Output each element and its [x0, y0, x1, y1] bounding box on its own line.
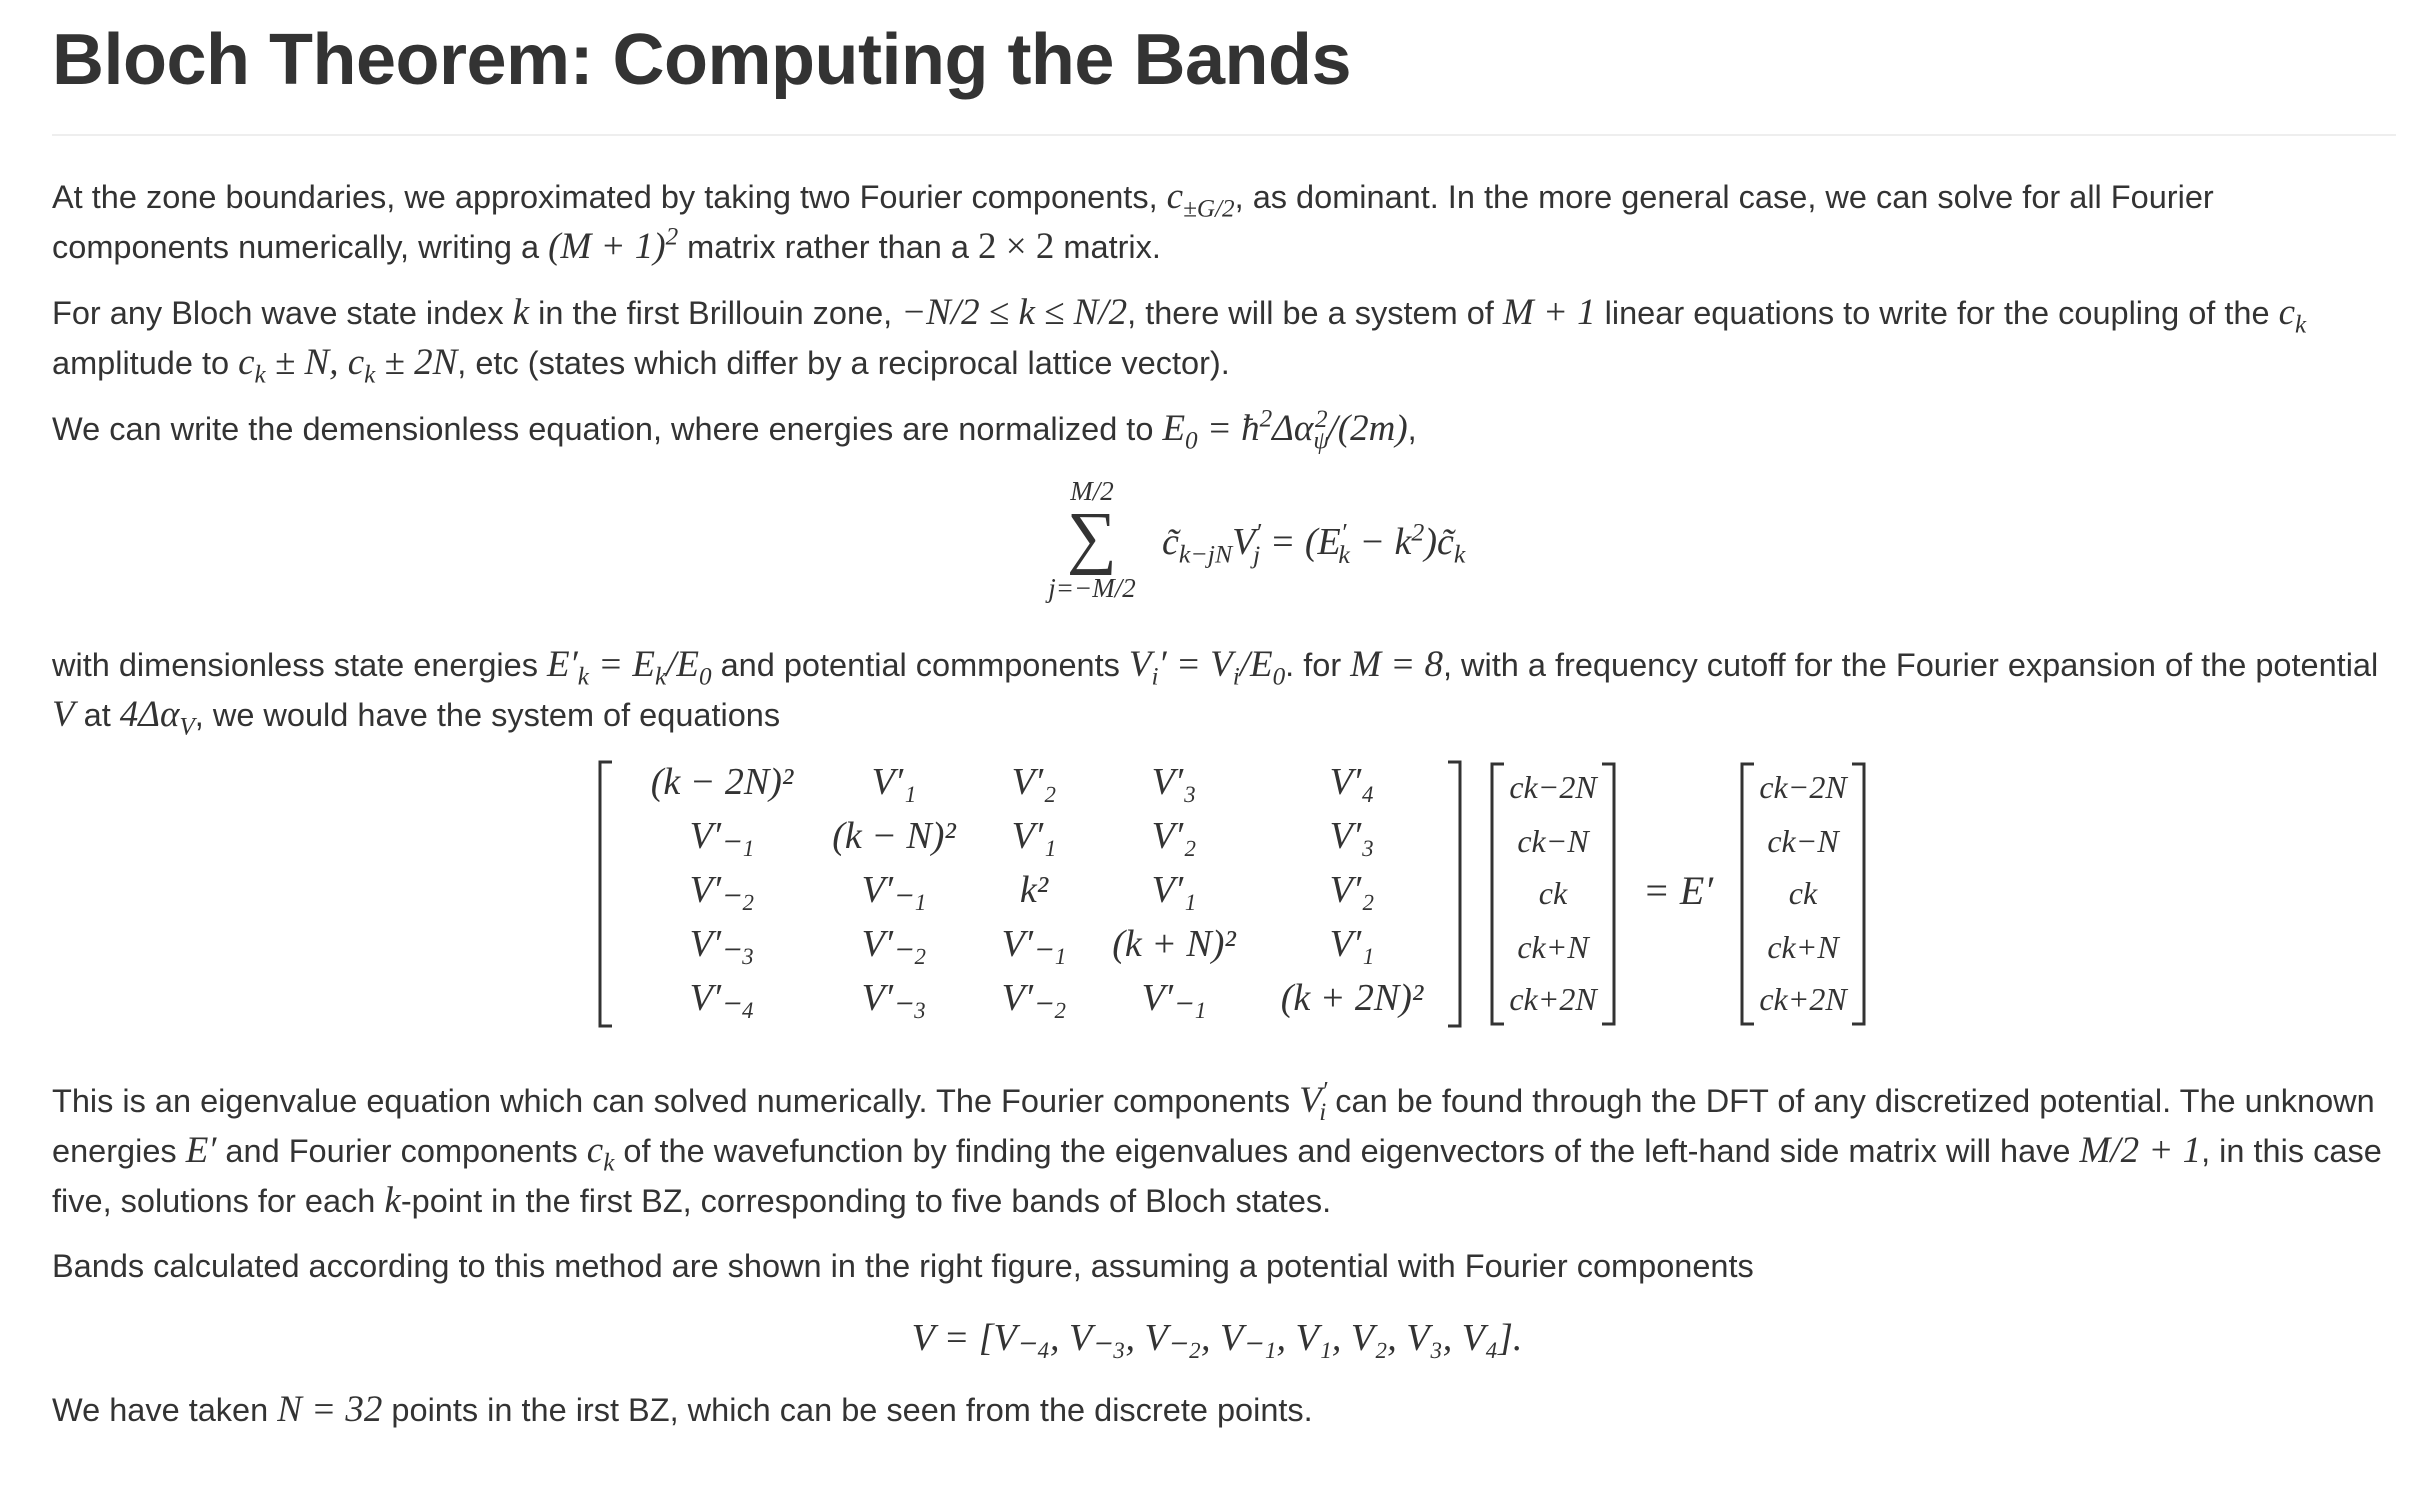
paragraph-dimensionless: with dimensionless state energies $E'_k = E_k/E_0$ and potential commponents $V_i' = V_i/E_0$. for M = 8, with a frequency cutoff for the Fourier expansion of the potential V at $4\Delta\alpha_V$, we would have the system of equations: [52, 644, 2379, 741]
sum-upper-limit: M/2: [1070, 476, 1114, 506]
vector-right-entry: ck−N: [1767, 823, 1839, 859]
matrix-cell: (k + N)²: [1112, 923, 1236, 965]
math-v: V: [52, 694, 75, 735]
paragraph-bands: Bands calculated according to this method are shown in the right figure, assuming a potential with Fourier components: [52, 1248, 1754, 1284]
matrix-cell: (k − 2N)²: [650, 761, 794, 803]
math-two-by-two: 2 × 2: [978, 226, 1055, 267]
math-k-2: k: [384, 1180, 401, 1221]
math-ck-2: $c_k$: [586, 1130, 615, 1177]
math-e0-definition: $E_0$ = $ħ^2\Delta\alpha_\psi^2/(2m)$: [1162, 405, 1408, 455]
matrix-cell: V′₋₁: [689, 815, 755, 857]
matrix-cell: V′₋₃: [861, 977, 927, 1019]
matrix-cell: k²: [1019, 869, 1049, 911]
math-m-half-plus-1: M/2 + 1: [2079, 1130, 2202, 1171]
math-n-equals-32: N = 32: [277, 1389, 383, 1430]
matrix-cell: V′₃: [1329, 815, 1375, 857]
text: matrix rather than a: [678, 229, 979, 265]
text: , as dominant. In the more general case, we can solve for all Fourier components numerically, writing a: [52, 179, 2214, 265]
matrix-cell: V′₂: [1151, 815, 1197, 857]
text: At the zone boundaries, we approximated by taking two Fourier components,: [52, 179, 1167, 215]
matrix-equals-e-prime: = E′: [1642, 868, 1714, 913]
text: matrix.: [1054, 229, 1161, 265]
vector-right-entry: ck−2N: [1759, 769, 1847, 805]
matrix-cell: V′₋₁: [1141, 977, 1207, 1019]
math-ek-definition: $E'_k = E_k/E_0$: [546, 644, 712, 691]
matrix-cell: V′₂: [1329, 869, 1375, 911]
math-k: k: [512, 292, 530, 333]
vector-left-entry: ck−2N: [1509, 769, 1597, 805]
paragraph-bloch-index: For any Bloch wave state index k in the first Brillouin zone, −N/2 ≤ k ≤ N/2, there will be a system of M + 1 linear equations to write for the coupling of the $c_k$ amplitude to $c_k \pm N$, $c_k \pm 2N$, etc (states which differ by a reciprocal lattice vector).: [52, 292, 2307, 389]
paragraph-normalization: We can write the demensionless equation, where energies are normalized to $E_0$ = $ħ^2\Delta\alpha_\psi^2/(2m)$,: [52, 405, 1417, 455]
math-vi-definition: $V_i' = V_i/E_0$: [1128, 644, 1286, 691]
matrix-cell: V′₃: [1151, 761, 1197, 803]
paragraph-eigenvalue: This is an eigenvalue equation which can solved numerically. The Fourier components $V'_i$ can be found through the DFT of any discretized potential. The unknown energies E′ and Fourier components $c_k$ of the wavefunction by finding the eigenvalues and eigenvectors of the left-hand side matrix will have M/2 + 1, in this case five, solutions for each k-point in the first BZ, corresponding to five bands of Bloch states.: [52, 1077, 2382, 1221]
title-divider: [52, 134, 2396, 136]
matrix-cell: V′₁: [871, 761, 917, 803]
vector-right-entry: ck+2N: [1759, 981, 1847, 1017]
matrix-cell: V′₁: [1151, 869, 1197, 911]
math-m-plus-1-squared: $(M + 1)^2$: [548, 223, 679, 267]
paragraph-intro: [52, 172, 2382, 272]
vector-right-entry: ck+N: [1767, 929, 1839, 965]
matrix-cell: V′₋₁: [1001, 923, 1067, 965]
vector-left-entry: ck+2N: [1509, 981, 1597, 1017]
matrix-cell: V′₂: [1011, 761, 1057, 803]
matrix-cell: V′₋₂: [689, 869, 755, 911]
math-bz-range: −N/2 ≤ k ≤ N/2: [901, 292, 1128, 333]
matrix-cell: V′₋₂: [1001, 977, 1067, 1019]
math-vi: $V'_i$: [1299, 1077, 1328, 1127]
math-ck: $c_k$: [2278, 292, 2307, 339]
matrix-cell: V′₋₃: [689, 923, 755, 965]
paragraph-points: We have taken N = 32 points in the irst BZ, which can be seen from the discrete points.: [52, 1389, 1313, 1430]
vector-right-entry: ck: [1788, 875, 1818, 911]
potential-vector-equation: V = [V₋₄, V₋₃, V₋₂, V₋₁, V₁, V₂, V₃, V₄].: [911, 1317, 1523, 1359]
sum-sigma: ∑: [1067, 499, 1117, 576]
matrix-cell: (k + 2N)²: [1280, 977, 1424, 1019]
vector-left-entry: ck−N: [1517, 823, 1589, 859]
matrix-equation: [52, 754, 2382, 1064]
sum-equation: [52, 474, 2382, 634]
sum-lower-limit: j=−M/2: [1048, 573, 1136, 603]
matrix-cell: V′₋₁: [861, 869, 927, 911]
vector-left-entry: ck+N: [1517, 929, 1589, 965]
math-m-equals-8: M = 8: [1350, 644, 1443, 685]
math-coupling: $c_k \pm N$, $c_k \pm 2N$: [238, 342, 458, 389]
sum-body: $c̃_{k-jN}V'_j = (E'_k$ − $k^2)c̃_k$: [1162, 517, 1466, 569]
matrix-cell: V′₋₂: [861, 923, 927, 965]
math-cutoff: $4\Delta\alpha_V$: [119, 694, 195, 741]
matrix-cell: V′₄: [1329, 761, 1375, 803]
matrix-cell: V′₁: [1011, 815, 1057, 857]
matrix-cell: (k − N)²: [832, 815, 956, 857]
matrix-cell: V′₋₄: [689, 977, 755, 1019]
matrix-cell: V′₁: [1329, 923, 1375, 965]
page-title: Bloch Theorem: Computing the Bands: [52, 20, 1352, 100]
math-c-pm: $c_{\pm G/2}$: [1166, 176, 1235, 223]
math-m-plus-1: M + 1: [1502, 292, 1596, 333]
math-e-prime: E′: [185, 1130, 217, 1171]
vector-left-entry: ck: [1538, 875, 1568, 911]
